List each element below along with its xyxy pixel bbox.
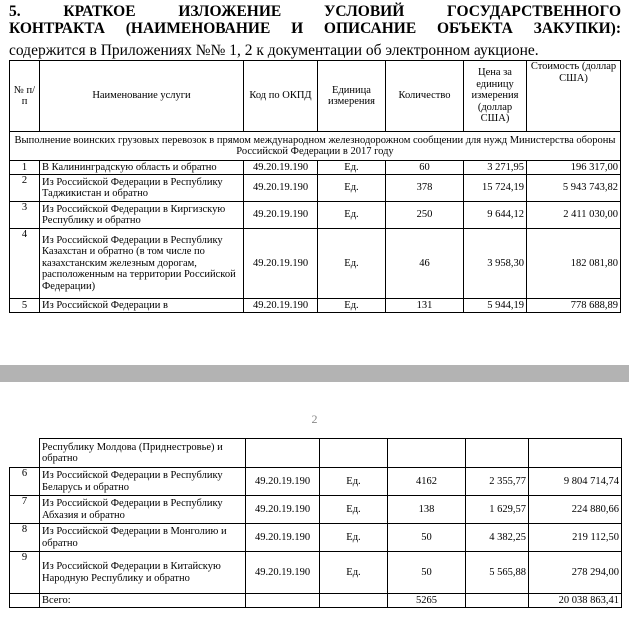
page-break-gap [0,365,629,382]
empty-cell [466,439,529,468]
row-cost: 2 411 030,00 [527,202,621,229]
table-row [10,202,621,229]
header-okpd: Код по ОКПД [244,61,318,132]
row-price: 9 644,12 [464,202,527,229]
row-price: 5 944,19 [464,299,527,313]
empty-cell [320,594,388,608]
row-unit: Ед. [318,175,386,202]
row-qty: 4162 [388,468,466,496]
header-unit: Единица измерения [318,61,386,132]
row-cost: 224 880,66 [529,496,622,524]
row-unit: Ед. [318,161,386,175]
empty-cell [466,594,529,608]
heading-line-1: 5. КРАТКОЕ ИЗЛОЖЕНИЕ УСЛОВИЙ ГОСУДАРСТВЕННОГО [9,3,621,20]
section-heading [9,3,621,37]
row-num: 9 [10,552,40,594]
row-price: 3 958,30 [464,229,527,299]
services-table [9,60,621,313]
total-cost: 20 038 863,41 [529,594,622,608]
section-subheading: содержится в Приложениях №№ 1, 2 к документации об электронном аукционе. [9,42,539,59]
table-header-row [10,61,621,132]
page-number: 2 [311,412,318,426]
row-okpd: 49.20.19.190 [244,161,318,175]
table-row [10,496,622,524]
table-row [10,229,621,299]
total-row [10,594,622,608]
row-unit: Ед. [320,552,388,594]
row-okpd: 49.20.19.190 [244,299,318,313]
empty-cell [320,439,388,468]
row-num: 4 [10,229,40,299]
row-unit: Ед. [320,524,388,552]
row-unit: Ед. [320,468,388,496]
row-num: 1 [10,161,40,175]
row-name: Из Российской Федерации в [40,299,244,313]
table-row [10,299,621,313]
row-num: 2 [10,175,40,202]
header-qty: Количество [386,61,464,132]
row-num: 8 [10,524,40,552]
row-qty: 131 [386,299,464,313]
header-cost: Стоимость (доллар США) [527,61,621,132]
total-qty: 5265 [388,594,466,608]
row-name: Из Российской Федерации в Киргизскую Республику и обратно [40,202,244,229]
empty-cell [388,439,466,468]
row-price: 5 565,88 [466,552,529,594]
document-page-2 [0,382,629,617]
row-okpd: 49.20.19.190 [244,229,318,299]
row-num: 7 [10,496,40,524]
row-name: В Калининградскую область и обратно [40,161,244,175]
row-cost: 278 294,00 [529,552,622,594]
row-cost: 9 804 714,74 [529,468,622,496]
row-cost: 182 081,80 [527,229,621,299]
row-okpd: 49.20.19.190 [246,496,320,524]
row-cost: 5 943 743,82 [527,175,621,202]
row-cost: 196 317,00 [527,161,621,175]
header-price: Цена за единицу измерения (доллар США) [464,61,527,132]
services-table-page-2 [9,467,622,608]
row-unit: Ед. [320,496,388,524]
table-row [10,552,622,594]
row-cost: 778 688,89 [527,299,621,313]
row-qty: 250 [386,202,464,229]
row-price: 4 382,25 [466,524,529,552]
row-name: Из Российской Федерации в Монголию и обратно [40,524,246,552]
empty-cell [246,439,320,468]
row-price: 2 355,77 [466,468,529,496]
row-qty: 138 [388,496,466,524]
table-row-continued [40,439,622,468]
row-qty: 46 [386,229,464,299]
row-okpd: 49.20.19.190 [244,202,318,229]
empty-cell [246,594,320,608]
row-price: 1 629,57 [466,496,529,524]
empty-cell [10,594,40,608]
row-name: Из Российской Федерации в Республику Абхазия и обратно [40,496,246,524]
table-row [10,161,621,175]
row-qty: 50 [388,524,466,552]
row-num: 3 [10,202,40,229]
services-table-continued [39,438,622,468]
row-price: 15 724,19 [464,175,527,202]
row-name: Из Российской Федерации в Республику Таджикистан и обратно [40,175,244,202]
row-okpd: 49.20.19.190 [246,552,320,594]
row-name: Из Российской Федерации в Республику Беларусь и обратно [40,468,246,496]
total-label: Всего: [40,594,246,608]
header-name: Наименование услуги [40,61,244,132]
table-row [10,468,622,496]
row-num: 6 [10,468,40,496]
row-price: 3 271,95 [464,161,527,175]
row-cost: 219 112,50 [529,524,622,552]
empty-cell [529,439,622,468]
section-title: Выполнение воинских грузовых перевозок в прямом международном железнодорожном сообщении для нужд Министерства обороны Российской Федерации в 2017 году [10,132,621,161]
heading-line-2: КОНТРАКТА (НАИМЕНОВАНИЕ И ОПИСАНИЕ ОБЪЕКТА ЗАКУПКИ): [9,20,621,37]
section-title-row [10,132,621,161]
row-qty: 378 [386,175,464,202]
row-name: Из Российской Федерации в Китайскую Народную Республику и обратно [40,552,246,594]
row-name-continued: Республику Молдова (Приднестровье) и обратно [40,439,246,468]
table-row [10,175,621,202]
row-qty: 50 [388,552,466,594]
row-okpd: 49.20.19.190 [246,468,320,496]
row-okpd: 49.20.19.190 [244,175,318,202]
row-num: 5 [10,299,40,313]
row-unit: Ед. [318,202,386,229]
row-unit: Ед. [318,299,386,313]
row-qty: 60 [386,161,464,175]
row-okpd: 49.20.19.190 [246,524,320,552]
table-row [10,524,622,552]
header-num: № п/п [10,61,40,132]
row-name: Из Российской Федерации в Республику Казахстан и обратно (в том числе по казахстанским железным дорогам, расположенным на территории Российской Федерации) [40,229,244,299]
row-unit: Ед. [318,229,386,299]
